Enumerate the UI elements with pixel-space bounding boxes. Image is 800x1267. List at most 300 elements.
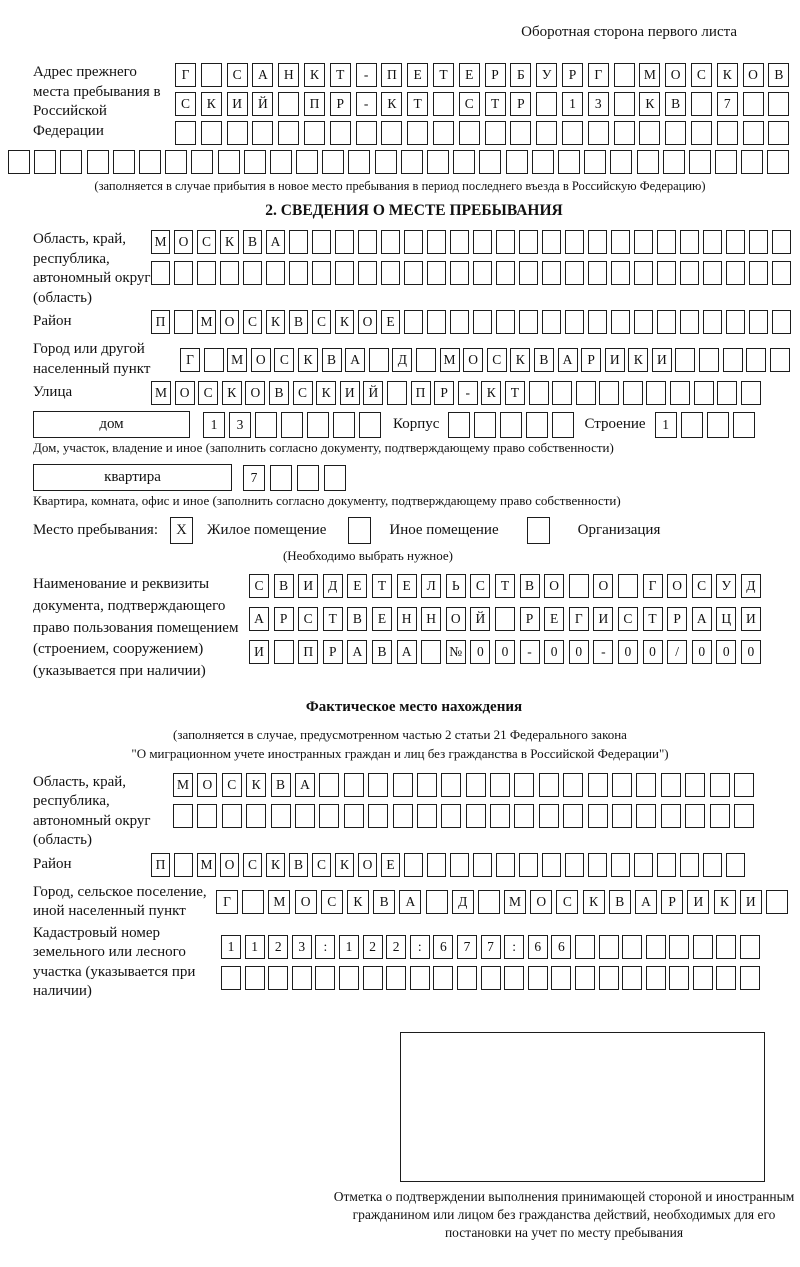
- confirmation-stamp-box: [400, 1032, 765, 1182]
- char-box: [588, 121, 609, 145]
- char-box: К: [714, 890, 736, 914]
- page-header: Оборотная сторона первого листа: [521, 24, 737, 40]
- char-box: [387, 381, 407, 405]
- char-box: Е: [372, 607, 392, 631]
- char-box: О: [220, 310, 239, 334]
- raion-section: [33, 310, 795, 334]
- char-box: [588, 853, 607, 877]
- fact-note-line2: "О миграционном учете иностранных граждан и лиц без гражданства в Российской Федерации"): [131, 746, 669, 762]
- char-box: Д: [323, 574, 343, 598]
- char-box: [220, 261, 239, 285]
- char-box: [393, 804, 413, 828]
- char-box: [274, 640, 294, 664]
- char-box: [197, 804, 217, 828]
- kadastr-row-1: [221, 935, 795, 959]
- prev-address-row-1: [175, 63, 795, 87]
- char-box: 3: [588, 92, 609, 116]
- char-box: [407, 121, 428, 145]
- prev-address-section: [33, 63, 795, 150]
- char-box: В: [520, 574, 540, 598]
- char-box: [693, 935, 713, 959]
- char-box: 7: [243, 465, 265, 491]
- char-box: О: [358, 853, 377, 877]
- char-box: С: [618, 607, 638, 631]
- char-box: [514, 804, 534, 828]
- char-box: С: [298, 607, 318, 631]
- char-box: [242, 890, 264, 914]
- char-box: М: [440, 348, 460, 372]
- char-box: И: [687, 890, 709, 914]
- char-box: [404, 853, 423, 877]
- char-box: [715, 150, 737, 174]
- char-box: И: [298, 574, 318, 598]
- char-box: [495, 607, 515, 631]
- char-box: [335, 230, 354, 254]
- char-box: [368, 773, 388, 797]
- char-box: [500, 412, 522, 438]
- char-box: Е: [397, 574, 417, 598]
- char-box: [292, 966, 312, 990]
- char-box: [322, 150, 344, 174]
- char-box: [404, 261, 423, 285]
- char-box: [510, 121, 531, 145]
- char-box: [393, 773, 413, 797]
- char-box: [699, 348, 719, 372]
- char-box: С: [312, 310, 331, 334]
- char-box: О: [197, 773, 217, 797]
- char-box: [246, 804, 266, 828]
- char-box: [173, 804, 193, 828]
- char-box: Й: [470, 607, 490, 631]
- char-box: [433, 966, 453, 990]
- char-box: [599, 381, 619, 405]
- char-box: 0: [569, 640, 589, 664]
- char-box: И: [340, 381, 360, 405]
- char-box: [599, 966, 619, 990]
- char-box: [588, 261, 607, 285]
- char-box: И: [249, 640, 269, 664]
- char-box: [473, 261, 492, 285]
- char-box: [576, 381, 596, 405]
- char-box: С: [321, 890, 343, 914]
- char-box: Р: [562, 63, 583, 87]
- char-box: К: [510, 348, 530, 372]
- fact-oblast-section: [33, 773, 795, 851]
- char-box: [669, 935, 689, 959]
- char-box: [552, 412, 574, 438]
- char-box: [740, 966, 760, 990]
- ulitsa-row: [151, 381, 795, 405]
- char-box: Е: [381, 853, 400, 877]
- char-box: Е: [544, 607, 564, 631]
- char-box: П: [304, 92, 325, 116]
- char-box: [749, 230, 768, 254]
- char-box: М: [197, 853, 216, 877]
- char-box: [726, 853, 745, 877]
- char-box: [359, 412, 381, 438]
- char-box: [569, 574, 589, 598]
- dom-section: [33, 411, 795, 438]
- char-box: С: [691, 63, 712, 87]
- char-box: Т: [495, 574, 515, 598]
- char-box: /: [667, 640, 687, 664]
- char-box: М: [173, 773, 193, 797]
- char-box: [634, 310, 653, 334]
- char-box: [622, 935, 642, 959]
- char-box: [622, 966, 642, 990]
- dom-note: Дом, участок, владение и иное (заполнить согласно документу, подтверждающему право собственности): [33, 440, 614, 455]
- char-box: [255, 412, 277, 438]
- char-box: [707, 412, 729, 438]
- char-box: -: [356, 63, 377, 87]
- char-box: М: [197, 310, 216, 334]
- char-box: Ц: [716, 607, 736, 631]
- char-box: О: [220, 853, 239, 877]
- checkbox-zhiloe: X: [170, 517, 193, 544]
- char-box: [565, 310, 584, 334]
- document-rows: [249, 574, 795, 669]
- char-box: Г: [180, 348, 200, 372]
- char-box: Т: [433, 63, 454, 87]
- char-box: И: [605, 348, 625, 372]
- char-box: У: [536, 63, 557, 87]
- char-box: Т: [485, 92, 506, 116]
- kadastr-section: [33, 924, 795, 1002]
- char-box: [191, 150, 213, 174]
- fact-raion-label: Район: [33, 856, 72, 873]
- char-box: [312, 230, 331, 254]
- char-box: [369, 348, 389, 372]
- char-box: Г: [643, 574, 663, 598]
- char-box: С: [293, 381, 313, 405]
- char-box: Г: [216, 890, 238, 914]
- char-box: :: [315, 935, 335, 959]
- char-box: 0: [741, 640, 761, 664]
- char-box: 0: [544, 640, 564, 664]
- char-box: [691, 92, 712, 116]
- char-box: [174, 310, 193, 334]
- char-box: [614, 92, 635, 116]
- char-box: [381, 261, 400, 285]
- char-box: О: [743, 63, 764, 87]
- char-box: [717, 381, 737, 405]
- section2-title: 2. СВЕДЕНИЯ О МЕСТЕ ПРЕБЫВАНИЯ: [265, 202, 563, 219]
- char-box: [646, 935, 666, 959]
- char-box: [496, 853, 515, 877]
- char-box: [410, 966, 430, 990]
- char-box: [661, 773, 681, 797]
- prev-address-row-2: [175, 92, 795, 116]
- char-box: М: [151, 381, 171, 405]
- char-box: [319, 773, 339, 797]
- char-box: [165, 150, 187, 174]
- char-box: К: [266, 310, 285, 334]
- prev-address-note: (заполняется в случае прибытия в новое место пребывания в период последнего въезда в Российскую Федерацию): [94, 179, 706, 193]
- char-box: Т: [643, 607, 663, 631]
- char-box: [474, 412, 496, 438]
- char-box: [588, 230, 607, 254]
- char-box: У: [716, 574, 736, 598]
- char-box: [34, 150, 56, 174]
- char-box: [665, 121, 686, 145]
- checkbox-inoe: [348, 517, 371, 544]
- char-box: В: [322, 348, 342, 372]
- char-box: В: [609, 890, 631, 914]
- char-box: В: [534, 348, 554, 372]
- char-box: [441, 773, 461, 797]
- char-box: [558, 150, 580, 174]
- char-box: [663, 150, 685, 174]
- char-box: [612, 773, 632, 797]
- char-box: [646, 966, 666, 990]
- char-box: [450, 261, 469, 285]
- char-box: Т: [505, 381, 525, 405]
- char-box: [204, 348, 224, 372]
- gorod-label: Город или другой населенный пункт: [33, 341, 151, 377]
- char-box: К: [628, 348, 648, 372]
- char-box: [657, 261, 676, 285]
- char-box: [218, 150, 240, 174]
- char-box: [473, 853, 492, 877]
- kadastr-label: Кадастровый номер земельного или лесного участка (указывается при наличии): [33, 924, 196, 1000]
- char-box: К: [347, 890, 369, 914]
- oblast-rows: [151, 230, 795, 290]
- char-box: [448, 412, 470, 438]
- char-box: [466, 773, 486, 797]
- fact-oblast-row-2: [173, 804, 795, 828]
- char-box: [634, 261, 653, 285]
- kadastr-rows: [221, 935, 795, 995]
- char-box: К: [335, 310, 354, 334]
- char-box: О: [295, 890, 317, 914]
- char-box: Г: [569, 607, 589, 631]
- char-box: [222, 804, 242, 828]
- stamp-caption: Отметка о подтверждении выполнения принимающей стороной и иностранным гражданином или лицом без гражданства действий, необходимых для его постановки на учет по месту пребывания: [333, 1188, 795, 1241]
- char-box: В: [665, 92, 686, 116]
- char-box: Б: [510, 63, 531, 87]
- char-box: Н: [278, 63, 299, 87]
- char-box: [113, 150, 135, 174]
- char-box: [324, 465, 346, 491]
- char-box: [734, 804, 754, 828]
- char-box: [740, 935, 760, 959]
- char-box: В: [372, 640, 392, 664]
- char-box: [427, 853, 446, 877]
- fact-note-line1: (заполняется в случае, предусмотренном частью 2 статьи 21 Федерального закона: [173, 726, 627, 742]
- char-box: И: [741, 607, 761, 631]
- char-box: [614, 63, 635, 87]
- char-box: Л: [421, 574, 441, 598]
- char-box: 6: [528, 935, 548, 959]
- char-box: Ь: [446, 574, 466, 598]
- char-box: П: [151, 853, 170, 877]
- char-box: [768, 121, 789, 145]
- char-box: [657, 853, 676, 877]
- char-box: [87, 150, 109, 174]
- fact-oblast-row-1: [173, 773, 795, 797]
- char-box: С: [197, 230, 216, 254]
- char-box: [296, 150, 318, 174]
- char-box: [427, 150, 449, 174]
- char-box: [433, 92, 454, 116]
- char-box: К: [335, 853, 354, 877]
- char-box: [450, 310, 469, 334]
- mesto-note: (Необходимо выбрать нужное): [282, 548, 454, 563]
- char-box: [661, 804, 681, 828]
- char-box: К: [222, 381, 242, 405]
- char-box: [639, 121, 660, 145]
- char-box: [536, 121, 557, 145]
- char-box: 1: [339, 935, 359, 959]
- char-box: 1: [562, 92, 583, 116]
- char-box: Р: [330, 92, 351, 116]
- char-box: [599, 935, 619, 959]
- char-box: [657, 230, 676, 254]
- char-box: [333, 412, 355, 438]
- char-box: 7: [481, 935, 501, 959]
- char-box: [716, 966, 736, 990]
- char-box: [221, 966, 241, 990]
- char-box: [270, 150, 292, 174]
- prev-address-row-4: [8, 150, 795, 174]
- ulitsa-label: Улица: [33, 384, 73, 401]
- char-box: [426, 890, 448, 914]
- char-box: А: [345, 348, 365, 372]
- char-box: А: [266, 230, 285, 254]
- char-box: [427, 261, 446, 285]
- char-box: О: [463, 348, 483, 372]
- char-box: [772, 230, 791, 254]
- char-box: М: [268, 890, 290, 914]
- char-box: Р: [667, 607, 687, 631]
- char-box: [459, 121, 480, 145]
- char-box: [685, 804, 705, 828]
- char-box: [565, 261, 584, 285]
- char-box: [289, 261, 308, 285]
- char-box: С: [312, 853, 331, 877]
- char-box: [767, 150, 789, 174]
- char-box: [772, 261, 791, 285]
- char-box: С: [222, 773, 242, 797]
- char-box: [386, 966, 406, 990]
- char-box: [716, 935, 736, 959]
- char-box: [496, 310, 515, 334]
- char-box: Е: [381, 310, 400, 334]
- char-box: [694, 381, 714, 405]
- char-box: 6: [433, 935, 453, 959]
- char-box: С: [459, 92, 480, 116]
- char-box: [519, 230, 538, 254]
- oblast-row-1: [151, 230, 795, 254]
- char-box: О: [446, 607, 466, 631]
- char-box: А: [249, 607, 269, 631]
- char-box: В: [274, 574, 294, 598]
- char-box: [542, 310, 561, 334]
- char-box: Е: [459, 63, 480, 87]
- char-box: [197, 261, 216, 285]
- checkbox-organizatsiya: [527, 517, 550, 544]
- char-box: [532, 150, 554, 174]
- char-box: [139, 150, 161, 174]
- char-box: Р: [323, 640, 343, 664]
- char-box: В: [289, 853, 308, 877]
- char-box: [623, 381, 643, 405]
- char-box: И: [740, 890, 762, 914]
- char-box: [450, 853, 469, 877]
- char-box: 1: [655, 412, 677, 438]
- char-box: [670, 381, 690, 405]
- fact-raion-section: [33, 853, 795, 877]
- char-box: С: [175, 92, 196, 116]
- char-box: 3: [292, 935, 312, 959]
- char-box: [612, 804, 632, 828]
- prev-address-rows: [175, 63, 795, 150]
- char-box: [565, 853, 584, 877]
- char-box: [479, 150, 501, 174]
- char-box: О: [593, 574, 613, 598]
- char-box: [490, 804, 510, 828]
- char-box: [743, 92, 764, 116]
- char-box: [634, 853, 653, 877]
- char-box: [201, 63, 222, 87]
- char-box: Й: [363, 381, 383, 405]
- char-box: [743, 121, 764, 145]
- char-box: К: [717, 63, 738, 87]
- char-box: [770, 348, 790, 372]
- char-box: [519, 853, 538, 877]
- char-box: 2: [363, 935, 383, 959]
- char-box: О: [665, 63, 686, 87]
- char-box: [506, 150, 528, 174]
- char-box: С: [692, 574, 712, 598]
- char-box: [358, 230, 377, 254]
- document-label: Наименование и реквизиты документа, подтверждающего право пользования помещением (строением, сооружением) (указывается при наличии): [33, 576, 239, 679]
- char-box: [60, 150, 82, 174]
- char-box: [481, 966, 501, 990]
- document-section: [33, 574, 795, 683]
- char-box: [680, 310, 699, 334]
- char-box: [536, 92, 557, 116]
- char-box: О: [544, 574, 564, 598]
- char-box: [244, 150, 266, 174]
- char-box: [634, 230, 653, 254]
- char-box: [766, 890, 788, 914]
- fact-raion-row: [151, 853, 795, 877]
- char-box: М: [151, 230, 170, 254]
- char-box: [295, 804, 315, 828]
- option-inoe-label: Иное помещение: [389, 522, 499, 538]
- char-box: :: [410, 935, 430, 959]
- char-box: [330, 121, 351, 145]
- char-box: [297, 465, 319, 491]
- char-box: Д: [741, 574, 761, 598]
- char-box: Т: [330, 63, 351, 87]
- char-box: [201, 121, 222, 145]
- char-box: 7: [457, 935, 477, 959]
- document-row-3: [249, 640, 795, 664]
- char-box: К: [246, 773, 266, 797]
- char-box: -: [520, 640, 540, 664]
- char-box: [252, 121, 273, 145]
- char-box: [473, 230, 492, 254]
- char-box: К: [201, 92, 222, 116]
- char-box: [404, 230, 423, 254]
- raion-label: Район: [33, 313, 72, 330]
- char-box: [680, 261, 699, 285]
- char-box: [519, 261, 538, 285]
- char-box: [485, 121, 506, 145]
- char-box: [726, 230, 745, 254]
